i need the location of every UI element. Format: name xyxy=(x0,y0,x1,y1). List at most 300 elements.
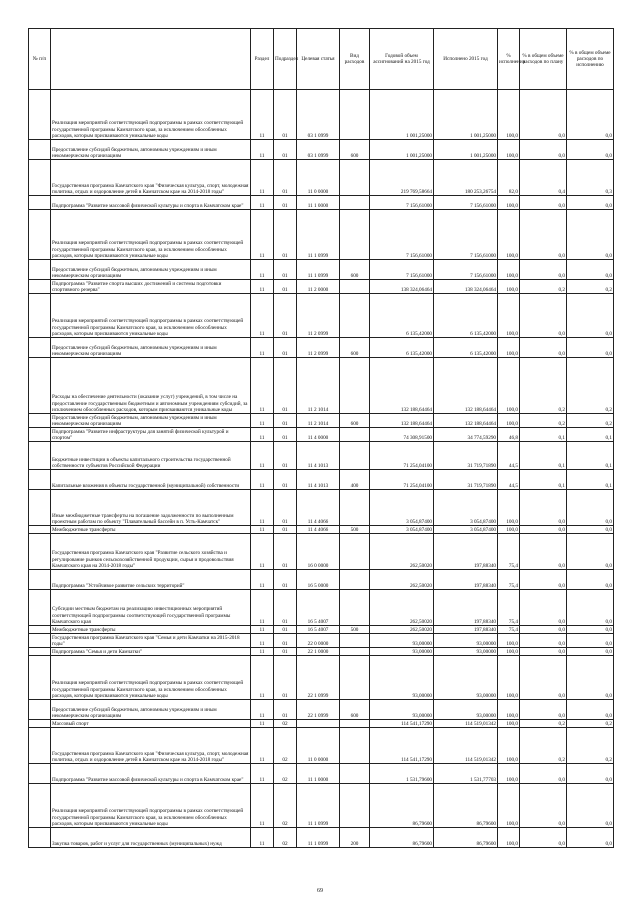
cell-share-exec: 0,0 xyxy=(567,338,614,358)
cell-name: Реализация мероприятий соответствующей подпрограммы в рамках соответствующей государственной программы Камчатского края, за исключением обособленных расходов, которым присваиваются уникальные коды xyxy=(51,784,251,828)
cell-name: Расходы на обеспечение деятельности (оказание услуг) учреждений, в том числе на предоставление государственным бюджетным и автономным учреждениям субсидий, за исключением обособленных расходов, которым присваиваются уникальные коды xyxy=(51,358,251,414)
cell-razdel: 11 xyxy=(251,428,274,442)
cell-num xyxy=(29,728,51,764)
table-row xyxy=(29,648,614,656)
cell-share-total: 0,0 xyxy=(520,196,567,210)
cell-num xyxy=(29,634,51,648)
cell-vr xyxy=(340,490,370,526)
cell-pct: 44,5 xyxy=(498,442,520,470)
cell-plan: 86,79600 xyxy=(370,828,434,848)
cell-vr: 600 xyxy=(340,414,370,428)
cell-vr xyxy=(340,534,370,570)
document-sheet xyxy=(28,28,613,848)
cell-fact: 93,00000 xyxy=(434,634,498,648)
cell-podrazdel: 02 xyxy=(274,728,297,764)
cell-podrazdel: 02 xyxy=(274,784,297,828)
table-body xyxy=(29,90,614,848)
cell-name: Иные межбюджетные трансферты на погашение задолженности по выполненным проектным работам по объекту "Плавательный бассейн в п. Усть-Камчатск" xyxy=(51,490,251,526)
table-row xyxy=(29,196,614,210)
header-plan: Годовой объем ассигнований на 2015 год xyxy=(370,29,434,90)
table-row xyxy=(29,428,614,442)
cell-vr xyxy=(340,648,370,656)
cell-share-exec: 0,0 xyxy=(567,534,614,570)
cell-podrazdel: 01 xyxy=(274,358,297,414)
table-row xyxy=(29,570,614,590)
cell-razdel: 11 xyxy=(251,828,274,848)
cell-vr: 600 xyxy=(340,260,370,280)
cell-share-exec: 0,0 xyxy=(567,90,614,140)
cell-plan: 1 531,79600 xyxy=(370,764,434,784)
cell-share-exec: 0,1 xyxy=(567,442,614,470)
cell-share-total: 0,1 xyxy=(520,442,567,470)
cell-name: Закупка товаров, работ и услуг для государственных (муниципальных) нужд xyxy=(51,828,251,848)
cell-plan: 93,00000 xyxy=(370,656,434,700)
cell-plan: 86,79600 xyxy=(370,784,434,828)
cell-csr: 11 4 1013 xyxy=(297,442,340,470)
cell-vr xyxy=(340,358,370,414)
cell-fact: 1 001,25000 xyxy=(434,90,498,140)
cell-share-exec: 0,0 xyxy=(567,700,614,720)
cell-vr: 200 xyxy=(340,828,370,848)
cell-plan: 132 188,64464 xyxy=(370,358,434,414)
cell-num xyxy=(29,784,51,828)
cell-pct: 100,0 xyxy=(498,526,520,534)
cell-plan: 74 308,91500 xyxy=(370,428,434,442)
cell-name: Государственная программа Камчатского края "Физическая культура, спорт, молодежная политика, отдых и оздоровление детей в Камчатском крае на 2014-2018 годы" xyxy=(51,160,251,196)
cell-razdel: 11 xyxy=(251,280,274,294)
cell-name: Подпрограмма "Развитие массовой физической культуры и спорта в Камчатском крае" xyxy=(51,764,251,784)
cell-share-exec: 0,0 xyxy=(567,828,614,848)
cell-vr: 500 xyxy=(340,526,370,534)
cell-csr: 11 1 0999 xyxy=(297,784,340,828)
cell-pct: 100,0 xyxy=(498,490,520,526)
cell-plan: 93,00000 xyxy=(370,648,434,656)
header-podrazdel: Подраздел xyxy=(274,29,297,90)
cell-fact: 132 188,64464 xyxy=(434,358,498,414)
table-row xyxy=(29,534,614,570)
cell-csr: 11 0 0000 xyxy=(297,728,340,764)
cell-share-total: 0,0 xyxy=(520,338,567,358)
cell-share-total: 0,0 xyxy=(520,634,567,648)
cell-plan: 219 769,58664 xyxy=(370,160,434,196)
cell-num xyxy=(29,490,51,526)
cell-fact: 93,00000 xyxy=(434,648,498,656)
cell-razdel: 11 xyxy=(251,634,274,648)
cell-pct: 100,0 xyxy=(498,140,520,160)
cell-fact: 114 519,01342 xyxy=(434,720,498,728)
table-row xyxy=(29,140,614,160)
cell-vr xyxy=(340,196,370,210)
cell-share-exec: 0,2 xyxy=(567,280,614,294)
cell-plan: 7 156,61000 xyxy=(370,260,434,280)
cell-num xyxy=(29,720,51,728)
cell-csr: 11 2 1014 xyxy=(297,358,340,414)
cell-fact: 132 188,64464 xyxy=(434,414,498,428)
cell-vr: 600 xyxy=(340,700,370,720)
cell-pct: 100,0 xyxy=(498,700,520,720)
table-row xyxy=(29,626,614,634)
cell-podrazdel: 01 xyxy=(274,490,297,526)
table-row xyxy=(29,358,614,414)
cell-podrazdel: 01 xyxy=(274,140,297,160)
cell-share-exec: 0,0 xyxy=(567,648,614,656)
cell-podrazdel: 01 xyxy=(274,442,297,470)
cell-razdel: 11 xyxy=(251,764,274,784)
cell-name: Подпрограмма "Развитие спорта высших достижений и системы подготовки спортивного резерва" xyxy=(51,280,251,294)
header-num: № п/п xyxy=(29,29,51,90)
table-row xyxy=(29,764,614,784)
cell-share-total: 0,0 xyxy=(520,784,567,828)
cell-pct: 100,0 xyxy=(498,648,520,656)
cell-razdel: 11 xyxy=(251,442,274,470)
cell-num xyxy=(29,140,51,160)
cell-share-total: 0,4 xyxy=(520,160,567,196)
cell-share-exec: 0,0 xyxy=(567,490,614,526)
cell-num xyxy=(29,526,51,534)
cell-name: Реализация мероприятий соответствующей подпрограммы в рамках соответствующей государственной программы Камчатского края, за исключением обособленных расходов, которым присваиваются уникальные коды xyxy=(51,656,251,700)
cell-share-exec: 0,0 xyxy=(567,260,614,280)
table-row xyxy=(29,590,614,626)
table-row xyxy=(29,634,614,648)
cell-share-total: 0,0 xyxy=(520,210,567,260)
cell-pct: 100,0 xyxy=(498,90,520,140)
cell-csr xyxy=(297,720,340,728)
cell-fact: 31 719,71890 xyxy=(434,470,498,490)
cell-plan: 1 001,25000 xyxy=(370,140,434,160)
cell-fact: 34 774,59290 xyxy=(434,428,498,442)
cell-vr xyxy=(340,656,370,700)
cell-plan: 7 156,61000 xyxy=(370,196,434,210)
cell-vr xyxy=(340,294,370,338)
cell-csr: 22 1 0999 xyxy=(297,656,340,700)
table-row xyxy=(29,656,614,700)
cell-share-total: 0,1 xyxy=(520,470,567,490)
cell-plan: 138 324,06464 xyxy=(370,280,434,294)
cell-vr xyxy=(340,210,370,260)
cell-plan: 114 541,17290 xyxy=(370,720,434,728)
cell-razdel: 11 xyxy=(251,700,274,720)
cell-csr: 11 1 0000 xyxy=(297,196,340,210)
cell-fact: 7 156,61000 xyxy=(434,196,498,210)
table-row xyxy=(29,260,614,280)
cell-pct: 100,0 xyxy=(498,210,520,260)
cell-vr xyxy=(340,160,370,196)
header-razdel: Раздел xyxy=(251,29,274,90)
cell-pct: 75,4 xyxy=(498,626,520,634)
cell-plan: 7 156,61000 xyxy=(370,210,434,260)
cell-name: Межбюджетные трансферты xyxy=(51,526,251,534)
header-csr: Целевая статья xyxy=(297,29,340,90)
table-row xyxy=(29,700,614,720)
cell-name: Государственная программа Камчатского края "Физическая культура, спорт, молодежная политика, отдых и оздоровление детей в Камчатском крае на 2014-2018 годы" xyxy=(51,728,251,764)
cell-pct: 44,5 xyxy=(498,470,520,490)
cell-share-total: 0,0 xyxy=(520,590,567,626)
cell-razdel: 11 xyxy=(251,338,274,358)
cell-podrazdel: 01 xyxy=(274,260,297,280)
cell-csr: 22 0 0000 xyxy=(297,634,340,648)
header-share-total: % в общем объеме расходов по плану xyxy=(520,29,567,90)
cell-num xyxy=(29,196,51,210)
budget-table xyxy=(28,28,614,848)
cell-pct: 46,8 xyxy=(498,428,520,442)
cell-name: Капитальные вложения в объекты государственной (муниципальной) собственности xyxy=(51,470,251,490)
cell-share-total: 0,2 xyxy=(520,414,567,428)
cell-pct: 100,0 xyxy=(498,656,520,700)
cell-num xyxy=(29,828,51,848)
cell-pct: 100,0 xyxy=(498,294,520,338)
cell-podrazdel: 01 xyxy=(274,534,297,570)
cell-plan: 132 188,64464 xyxy=(370,414,434,428)
cell-csr: 11 2 0999 xyxy=(297,338,340,358)
cell-num xyxy=(29,590,51,626)
cell-share-total: 0,0 xyxy=(520,828,567,848)
cell-share-total: 0,0 xyxy=(520,534,567,570)
cell-share-total: 0,0 xyxy=(520,700,567,720)
cell-csr: 11 1 0999 xyxy=(297,828,340,848)
cell-razdel: 11 xyxy=(251,470,274,490)
cell-pct: 100,0 xyxy=(498,728,520,764)
cell-num xyxy=(29,764,51,784)
cell-plan: 262,50020 xyxy=(370,534,434,570)
cell-podrazdel: 01 xyxy=(274,626,297,634)
cell-name: Массовый спорт xyxy=(51,720,251,728)
cell-fact: 114 519,01342 xyxy=(434,728,498,764)
cell-name: Подпрограмма "Устойчивое развитие сельских территорий" xyxy=(51,570,251,590)
cell-share-exec: 0,2 xyxy=(567,358,614,414)
cell-vr xyxy=(340,720,370,728)
cell-name: Межбюджетные трансферты xyxy=(51,626,251,634)
cell-csr: 11 2 0999 xyxy=(297,294,340,338)
cell-share-exec: 0,0 xyxy=(567,196,614,210)
cell-podrazdel: 01 xyxy=(274,570,297,590)
header-fact: Исполнено 2015 год xyxy=(434,29,498,90)
cell-num xyxy=(29,428,51,442)
cell-podrazdel: 02 xyxy=(274,828,297,848)
table-row xyxy=(29,784,614,828)
cell-plan: 3 054,87400 xyxy=(370,526,434,534)
cell-fact: 3 054,87400 xyxy=(434,526,498,534)
table-row xyxy=(29,728,614,764)
cell-podrazdel: 01 xyxy=(274,590,297,626)
cell-pct: 100,0 xyxy=(498,280,520,294)
cell-csr: 16 0 0000 xyxy=(297,534,340,570)
cell-plan: 93,00000 xyxy=(370,700,434,720)
cell-share-exec: 0,2 xyxy=(567,720,614,728)
cell-csr: 16 5 4007 xyxy=(297,626,340,634)
cell-podrazdel: 01 xyxy=(274,210,297,260)
cell-pct: 100,0 xyxy=(498,338,520,358)
cell-num xyxy=(29,626,51,634)
cell-share-total: 0,0 xyxy=(520,626,567,634)
page-number: 69 xyxy=(317,888,323,894)
cell-name: Субсидии местным бюджетам на реализацию инвестиционных мероприятий соответствующей подпрограммы соответствующей государственной программы Камчатского края xyxy=(51,590,251,626)
cell-podrazdel: 01 xyxy=(274,196,297,210)
cell-share-total: 0,2 xyxy=(520,728,567,764)
cell-razdel: 11 xyxy=(251,160,274,196)
cell-podrazdel: 01 xyxy=(274,280,297,294)
table-header xyxy=(29,29,614,90)
cell-num xyxy=(29,260,51,280)
cell-vr xyxy=(340,90,370,140)
cell-plan: 71 254,04100 xyxy=(370,442,434,470)
cell-podrazdel: 01 xyxy=(274,648,297,656)
cell-num xyxy=(29,294,51,338)
cell-plan: 114 541,17290 xyxy=(370,728,434,764)
cell-csr: 11 0 0000 xyxy=(297,160,340,196)
cell-name: Реализация мероприятий соответствующей подпрограммы в рамках соответствующей государственной программы Камчатского края, за исключением обособленных расходов, которым присваиваются уникальные коды xyxy=(51,210,251,260)
cell-razdel: 11 xyxy=(251,534,274,570)
cell-podrazdel: 01 xyxy=(274,294,297,338)
cell-name: Подпрограмма "Семья и дети Камчатки" xyxy=(51,648,251,656)
cell-razdel: 11 xyxy=(251,728,274,764)
cell-name: Государственная программа Камчатского края "Развитие сельского хозяйства и регулирование рынков сельскохозяйственной продукции, сырья и продовольствия Камчатского края на 2014-2018 годы" xyxy=(51,534,251,570)
cell-share-total: 0,2 xyxy=(520,358,567,414)
cell-csr: 11 4 4066 xyxy=(297,526,340,534)
cell-podrazdel: 01 xyxy=(274,470,297,490)
cell-num xyxy=(29,534,51,570)
cell-plan: 6 135,42000 xyxy=(370,294,434,338)
cell-razdel: 11 xyxy=(251,648,274,656)
cell-podrazdel: 01 xyxy=(274,414,297,428)
cell-fact: 86,79600 xyxy=(434,828,498,848)
cell-num xyxy=(29,210,51,260)
cell-csr: 03 1 0999 xyxy=(297,90,340,140)
cell-fact: 7 156,61000 xyxy=(434,260,498,280)
cell-share-exec: 0,0 xyxy=(567,526,614,534)
table-row xyxy=(29,828,614,848)
cell-podrazdel: 01 xyxy=(274,160,297,196)
cell-vr xyxy=(340,634,370,648)
table-row xyxy=(29,160,614,196)
cell-vr: 400 xyxy=(340,470,370,490)
cell-csr: 11 4 1013 xyxy=(297,470,340,490)
cell-name: Подпрограмма "Развитие массовой физической культуры и спорта в Камчатском крае" xyxy=(51,196,251,210)
cell-plan: 93,00000 xyxy=(370,634,434,648)
cell-fact: 1 531,77703 xyxy=(434,764,498,784)
cell-share-exec: 0,0 xyxy=(567,210,614,260)
cell-share-total: 0,0 xyxy=(520,764,567,784)
table-row xyxy=(29,414,614,428)
cell-csr: 11 4 4066 xyxy=(297,490,340,526)
cell-share-exec: 0,0 xyxy=(567,764,614,784)
cell-share-total: 0,2 xyxy=(520,720,567,728)
cell-share-total: 0,0 xyxy=(520,140,567,160)
cell-plan: 71 254,04100 xyxy=(370,470,434,490)
header-pct: % исполнения xyxy=(498,29,520,90)
cell-share-total: 0,0 xyxy=(520,90,567,140)
cell-name: Предоставление субсидий бюджетным, автономным учреждениям и иным некоммерческим организациям xyxy=(51,140,251,160)
cell-razdel: 11 xyxy=(251,210,274,260)
cell-plan: 1 001,25000 xyxy=(370,90,434,140)
cell-podrazdel: 01 xyxy=(274,634,297,648)
cell-share-total: 0,0 xyxy=(520,656,567,700)
table-row xyxy=(29,210,614,260)
table-row xyxy=(29,720,614,728)
cell-plan: 262,50020 xyxy=(370,570,434,590)
cell-name: Реализация мероприятий соответствующей подпрограммы в рамках соответствующей государственной программы Камчатского края, за исключением обособленных расходов, которым присваиваются уникальные коды xyxy=(51,294,251,338)
header-vr: Вид расходов xyxy=(340,29,370,90)
cell-num xyxy=(29,700,51,720)
cell-razdel: 11 xyxy=(251,414,274,428)
cell-podrazdel: 02 xyxy=(274,764,297,784)
cell-vr xyxy=(340,570,370,590)
cell-name: Государственная программа Камчатского края "Семья и дети Камчатки на 2015-2018 годы" xyxy=(51,634,251,648)
cell-csr: 22 1 0000 xyxy=(297,648,340,656)
cell-name: Реализация мероприятий соответствующей подпрограммы в рамках соответствующей государственной программы Камчатского края, за исключением обособленных расходов, которым присваиваются уникальные коды xyxy=(51,90,251,140)
cell-share-exec: 0,0 xyxy=(567,634,614,648)
cell-fact: 1 001,25000 xyxy=(434,140,498,160)
cell-csr: 16 5 4007 xyxy=(297,590,340,626)
cell-num xyxy=(29,442,51,470)
cell-share-total: 0,0 xyxy=(520,260,567,280)
cell-csr: 11 1 0999 xyxy=(297,210,340,260)
cell-share-exec: 0,0 xyxy=(567,570,614,590)
cell-podrazdel: 01 xyxy=(274,700,297,720)
cell-vr xyxy=(340,764,370,784)
cell-share-exec: 0,0 xyxy=(567,656,614,700)
cell-csr: 16 5 0000 xyxy=(297,570,340,590)
table-row xyxy=(29,90,614,140)
cell-pct: 100,0 xyxy=(498,358,520,414)
cell-vr xyxy=(340,280,370,294)
table-row xyxy=(29,294,614,338)
cell-name: Предоставление субсидий бюджетным, автономным учреждениям и иным некоммерческим организациям xyxy=(51,338,251,358)
cell-fact: 6 135,42000 xyxy=(434,294,498,338)
cell-razdel: 11 xyxy=(251,260,274,280)
cell-share-exec: 0,1 xyxy=(567,470,614,490)
cell-plan: 6 135,42000 xyxy=(370,338,434,358)
cell-fact: 31 719,71890 xyxy=(434,442,498,470)
cell-name: Предоставление субсидий бюджетным, автономным учреждениям и иным некоммерческим организациям xyxy=(51,414,251,428)
cell-pct: 75,4 xyxy=(498,534,520,570)
cell-fact: 197,88340 xyxy=(434,590,498,626)
header-name xyxy=(51,29,251,90)
cell-share-total: 0,0 xyxy=(520,490,567,526)
cell-vr xyxy=(340,784,370,828)
cell-podrazdel: 01 xyxy=(274,428,297,442)
cell-share-exec: 0,0 xyxy=(567,784,614,828)
cell-share-exec: 0,0 xyxy=(567,140,614,160)
cell-name: Подпрограмма "Развитие инфраструктуры для занятий физической культурой и спортом" xyxy=(51,428,251,442)
table-row xyxy=(29,490,614,526)
cell-vr xyxy=(340,590,370,626)
cell-num xyxy=(29,358,51,414)
cell-share-total: 0,0 xyxy=(520,648,567,656)
cell-pct: 100,0 xyxy=(498,634,520,648)
cell-razdel: 11 xyxy=(251,358,274,414)
cell-fact: 138 324,06464 xyxy=(434,280,498,294)
cell-csr: 11 4 0000 xyxy=(297,428,340,442)
table-row xyxy=(29,470,614,490)
cell-share-total: 0,1 xyxy=(520,428,567,442)
cell-fact: 93,00000 xyxy=(434,656,498,700)
table-row xyxy=(29,338,614,358)
cell-pct: 82,0 xyxy=(498,160,520,196)
cell-pct: 75,4 xyxy=(498,570,520,590)
cell-num xyxy=(29,280,51,294)
cell-vr xyxy=(340,442,370,470)
cell-name: Предоставление субсидий бюджетным, автономным учреждениям и иным некоммерческим организациям xyxy=(51,260,251,280)
cell-share-total: 0,0 xyxy=(520,526,567,534)
table-row xyxy=(29,442,614,470)
cell-share-total: 0,2 xyxy=(520,280,567,294)
cell-share-exec: 0,0 xyxy=(567,590,614,626)
cell-pct: 100,0 xyxy=(498,720,520,728)
cell-plan: 3 054,87400 xyxy=(370,490,434,526)
cell-razdel: 11 xyxy=(251,720,274,728)
cell-pct: 100,0 xyxy=(498,414,520,428)
cell-podrazdel: 01 xyxy=(274,526,297,534)
